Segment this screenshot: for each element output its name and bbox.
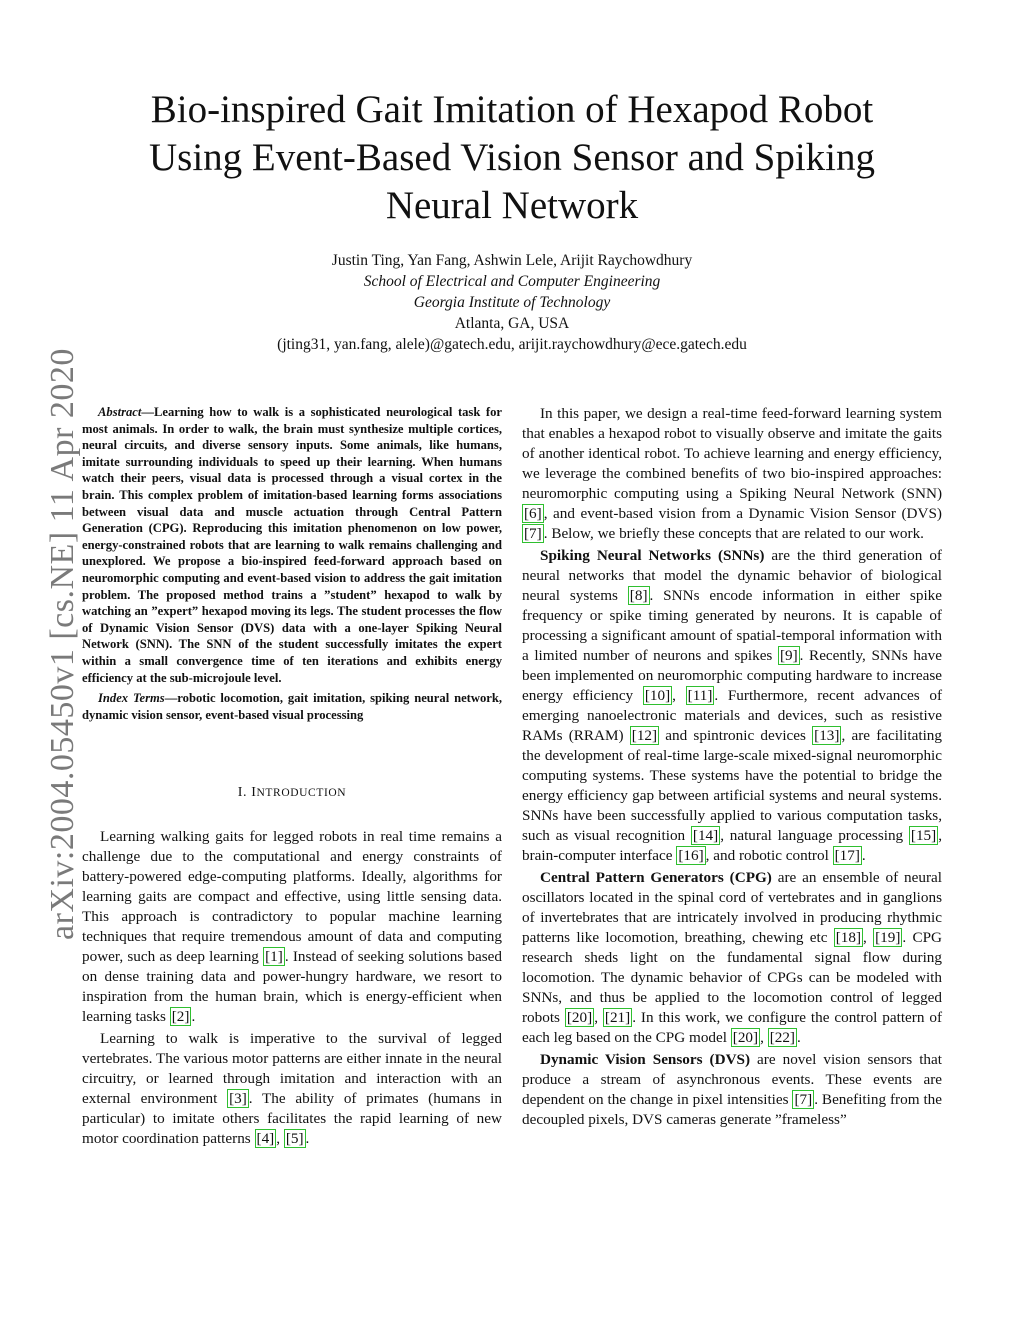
author-emails: (jting31, yan.fang, alele)@gatech.edu, arijit.raychowdhury@ece.gatech.edu	[277, 336, 747, 353]
citation-link[interactable]: [4]	[256, 1130, 275, 1148]
abstract	[82, 404, 502, 686]
index-terms-text: —robotic locomotion, gait imitation, spiking neural network, dynamic vision sensor, event-based visual processing	[82, 691, 502, 722]
term-cpg: Central Pattern Generators (CPG)	[540, 869, 772, 886]
term-snn: Spiking Neural Networks (SNNs)	[540, 547, 765, 564]
right-column	[522, 404, 942, 1132]
author-school: School of Electrical and Computer Engineering	[363, 273, 661, 290]
citation-link[interactable]: [6]	[524, 505, 542, 522]
arxiv-identifier: arXiv:2004.05450v1 [cs.NE] 11 Apr 2020	[44, 348, 81, 940]
citation-link[interactable]: [13]	[814, 727, 840, 744]
citation-link[interactable]: [11]	[687, 687, 713, 704]
left-column	[82, 404, 502, 1151]
right-paragraph-cpg: Central Pattern Generators (CPG) are an ensemble of neural oscillators located in the spinal cord of vertebrates and in ganglions of invertebrates that are intricately involved in producing rhythmic patterns like locomotion, breathing, chewing etc [18] , [19] . CPG research sheds light on the fundamental signal flow during locomotion. The dynamic behavior of CPGs can be modeled with SNNs, and thus be applied to the locomotion control of legged robots [20] , [21] . In this work, we configure the control pattern of each leg based on the CPG model [20] , [22] .	[522, 869, 943, 1046]
citation-link[interactable]: [21]	[604, 1009, 631, 1026]
citation-link[interactable]: [19]	[875, 929, 901, 946]
right-paragraph-snn: Spiking Neural Networks (SNNs) are the third generation of neural networks that model the dynamic behavior of biological neural systems [8] . SNNs encode information in either spike frequency or spike timing generated by neurons. It is capable of processing a significant amount of spatial-temporal information with a limited number of neurons and spikes [9] . Recently, SNNs have been implemented on neuromorphic computing hardware to increase energy efficiency [10] , [11] . Furthermore, recent advances of emerging nanoelectronic materials and devices, such as resistive RAMs (RRAM) [12] and spintronic devices [13] , are facilitating the development of real-time large-scale mixed-signal neuromorphic computing systems. These systems have the potential to bridge the energy efficiency gap between artificial systems and neural systems. SNNs have been successfully applied to various computation tasks, such as visual recognition [14] , natural language processing [15] , brain-computer interface [16] , and robotic control [17] .	[522, 547, 943, 864]
citation-link[interactable]: [1]	[265, 948, 283, 966]
citation-link[interactable]: [7]	[524, 525, 542, 542]
abstract-label: Abstract	[98, 405, 142, 419]
citation-link[interactable]: [12]	[631, 727, 658, 744]
citation-link[interactable]: [20]	[732, 1029, 759, 1046]
citation-link[interactable]: [14]	[692, 827, 719, 844]
citation-link[interactable]: [8]	[629, 587, 648, 604]
citation-link[interactable]: [15]	[910, 827, 937, 844]
citation-link[interactable]: [20]	[566, 1009, 593, 1026]
citation-link[interactable]: [7]	[794, 1091, 813, 1108]
author-location: Atlanta, GA, USA	[454, 315, 570, 332]
author-institute: Georgia Institute of Technology	[413, 294, 611, 311]
citation-link[interactable]: [18]	[835, 929, 862, 946]
author-block	[100, 250, 924, 355]
citation-link[interactable]: [22]	[769, 1029, 795, 1046]
citation-link[interactable]: [2]	[171, 1008, 190, 1026]
index-terms	[82, 690, 502, 723]
right-paragraph-1: In this paper, we design a real-time feed-forward learning system that enables a hexapod robot to visually observe and imitate the gaits of another identical robot. To achieve learning and energy efficiency, we leverage the combined benefits of two bio-inspired approaches: neuromorphic computing using a Spiking Neural Network (SNN) [6] , and event-based vision from a Dynamic Vision Sensor (DVS) [7] . Below, we briefly these concepts that are related to our work.	[522, 405, 942, 542]
citation-link[interactable]: [9]	[779, 647, 798, 664]
right-paragraph-dvs: Dynamic Vision Sensors (DVS) are novel vision sensors that produce a stream of asynchronous events. These events are dependent on the change in pixel intensities [7] . Benefiting from the decoupled pixels, DVS cameras generate ”frameless”	[522, 1051, 942, 1128]
intro-paragraph-2: Learning to walk is imperative to the survival of legged vertebrates. The various motor patterns are either innate in the neural circuitry, or learned through imitation and interaction with an external environment [3] . The ability of primates (humans in particular) to imitate others facilitates the rapid learning of new motor coordination patterns [4] , [5] .	[82, 1030, 502, 1148]
citation-link[interactable]: [3]	[229, 1090, 247, 1108]
citation-link[interactable]: [10]	[644, 687, 671, 704]
citation-link[interactable]: [16]	[678, 847, 704, 864]
citation-link[interactable]: [5]	[285, 1130, 304, 1148]
paper-title: Bio-inspired Gait Imitation of Hexapod Robot Using Event-Based Vision Sensor and Spiking Neural Network	[149, 88, 875, 227]
section-heading-introduction: I. INTRODUCTION	[237, 785, 347, 801]
term-dvs: Dynamic Vision Sensors (DVS)	[540, 1051, 751, 1068]
index-terms-label: Index Terms	[98, 691, 165, 706]
author-names: Justin Ting, Yan Fang, Ashwin Lele, Arijit Raychowdhury	[331, 252, 693, 269]
arxiv-sidebar	[14, 348, 81, 950]
citation-link[interactable]: [17]	[834, 847, 860, 864]
intro-paragraph-1: Learning walking gaits for legged robots in real time remains a challenge due to the computational and energy constraints of battery-powered edge-computing platforms. Ideally, algorithms for learning gaits are compact and effective, using little sensing data. This approach is contradictory to popular machine learning techniques that require tremendous amount of data and computing power, such as deep learning [1] . Instead of seeking solutions based on dense training data and power-hungry hardware, we resort to inspiration from the human brain, which is energy-efficient when learning tasks [2] .	[82, 828, 502, 1026]
abstract-text: —Learning how to walk is a sophisticated neurological task for most animals. In order to walk, the brain must synthesize multiple cortices, neural circuits, and diverse sensory inputs. Some animals, like humans, imitate surrounding individuals to speed up their learning. When humans watch their peers, visual data is processed through a visual cortex in the brain. This complex problem of imitation-based learning forms associations between visual data and muscle actuation through Central Pattern Generation (CPG). Reproducing this imitation phenomenon on low power, energy-constrained robots that are learning to walk remains challenging and unexplored. We propose a bio-inspired feed-forward approach based on neuromorphic computing and event-based vision to address the gait imitation problem. The proposed method trains a ”student” hexapod to walk by watching an ”expert” hexapod moving its legs. The student processes the flow of Dynamic Vision Sensor (DVS) data with a one-layer Spiking Neural Network (SNN). The SNN of the student successfully imitates the expert within a small convergence time of ten iterations and exhibits energy efficiency at the sub-microjoule level.	[82, 405, 502, 685]
